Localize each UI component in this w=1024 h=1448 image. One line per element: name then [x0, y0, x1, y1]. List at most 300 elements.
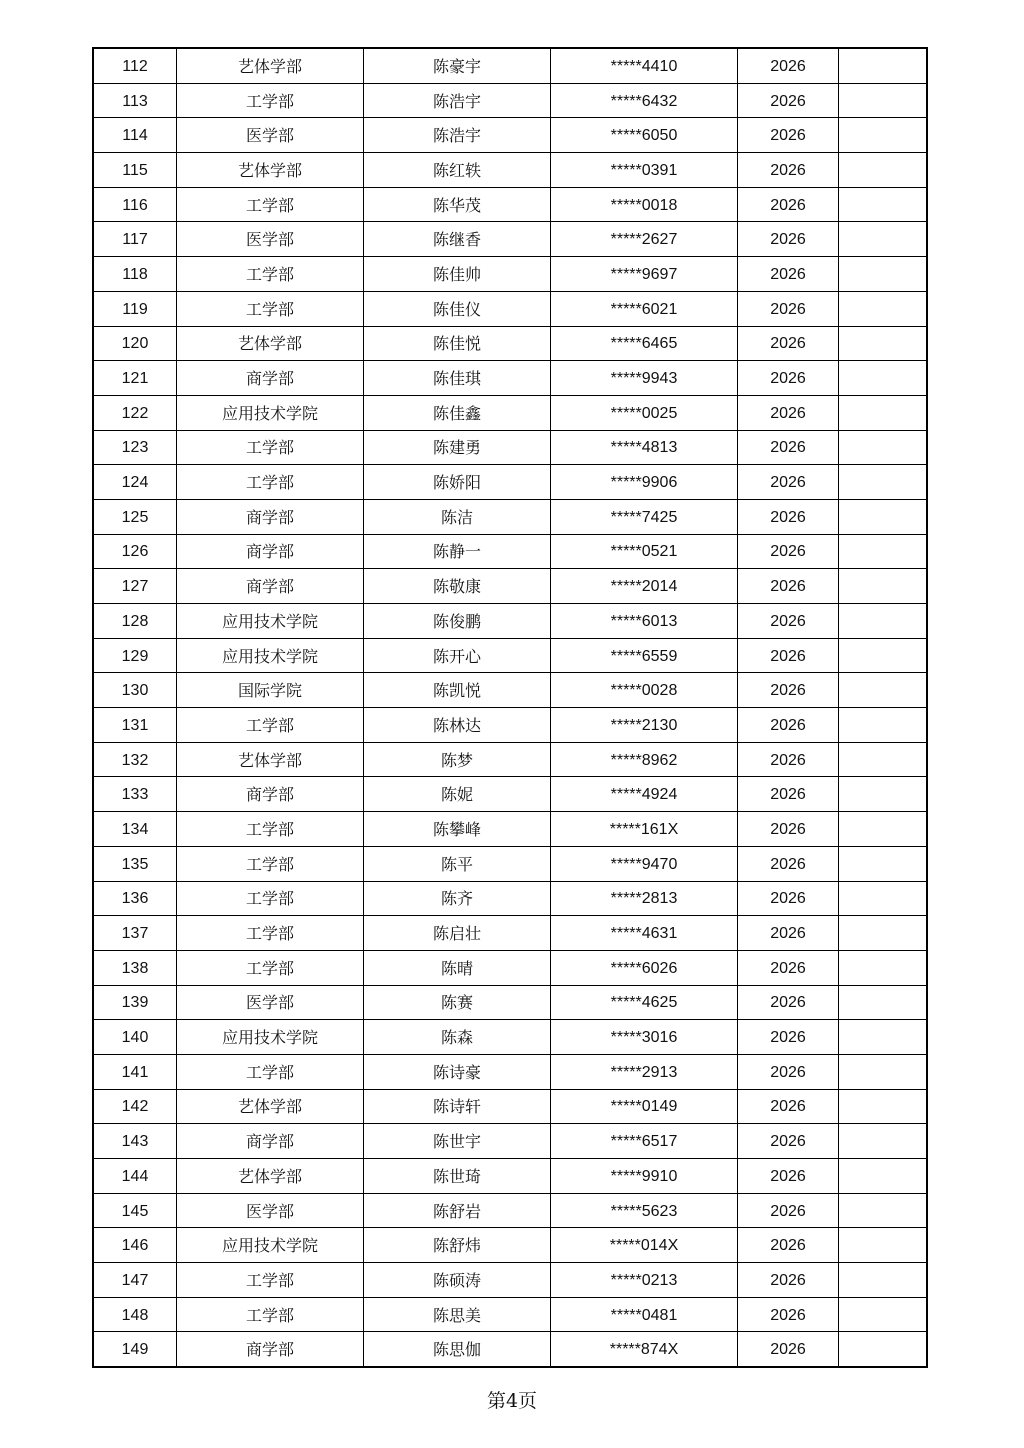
table-row: [93, 638, 927, 673]
row-number: 134: [121, 820, 149, 838]
remark-cell: [839, 1159, 928, 1194]
student-name: 陈红轶: [432, 160, 481, 180]
student-name-cell: [364, 534, 551, 569]
department-cell: [177, 187, 364, 222]
student-name-cell: [364, 1297, 551, 1332]
masked-id-cell: [551, 1124, 738, 1159]
department: 应用技术学院: [221, 403, 318, 423]
department-cell: [177, 985, 364, 1020]
remark-cell: [839, 430, 928, 465]
remark-cell: [839, 326, 928, 361]
student-name: 陈静一: [432, 542, 481, 562]
masked-id-cell: [551, 985, 738, 1020]
year-cell: [738, 153, 839, 188]
masked-id-cell: [551, 499, 738, 534]
row-number-cell: [93, 1228, 177, 1263]
year-cell: [738, 1089, 839, 1124]
department-cell: [177, 534, 364, 569]
row-number: 138: [121, 959, 149, 977]
row-number-cell: [93, 1297, 177, 1332]
row-number: 122: [121, 404, 149, 422]
department-cell: [177, 812, 364, 847]
year-cell: [738, 1159, 839, 1194]
masked-id: *****5623: [610, 1202, 678, 1220]
masked-id: *****0213: [610, 1271, 678, 1289]
year-cell: [738, 48, 839, 83]
masked-id: *****4631: [610, 925, 678, 943]
student-name: 陈洁: [440, 507, 473, 527]
department: 商学部: [245, 507, 294, 527]
remark-cell: [839, 465, 928, 500]
table-row: [93, 48, 927, 83]
department: 工学部: [245, 91, 294, 111]
row-number-cell: [93, 846, 177, 881]
student-name: 陈凯悦: [432, 681, 481, 701]
department-cell: [177, 465, 364, 500]
row-number: 142: [121, 1098, 149, 1116]
row-number-cell: [93, 1054, 177, 1089]
masked-id: *****0521: [610, 543, 678, 561]
year-cell: [738, 222, 839, 257]
student-name: 陈森: [440, 1028, 473, 1048]
remark-cell: [839, 1297, 928, 1332]
year: 2026: [770, 508, 806, 526]
year: 2026: [770, 682, 806, 700]
student-name-cell: [364, 118, 551, 153]
masked-id: *****0481: [610, 1306, 678, 1324]
department: 工学部: [245, 715, 294, 735]
department-cell: [177, 638, 364, 673]
department-cell: [177, 118, 364, 153]
student-name-cell: [364, 1332, 551, 1367]
department: 工学部: [245, 889, 294, 909]
masked-id-cell: [551, 257, 738, 292]
year-cell: [738, 534, 839, 569]
masked-id-cell: [551, 742, 738, 777]
table-row: [93, 1263, 927, 1298]
year-cell: [738, 950, 839, 985]
masked-id-cell: [551, 222, 738, 257]
row-number: 140: [121, 1029, 149, 1047]
year: 2026: [770, 959, 806, 977]
row-number: 116: [122, 196, 148, 214]
masked-id-cell: [551, 326, 738, 361]
department-cell: [177, 48, 364, 83]
department: 工学部: [245, 819, 294, 839]
table-row: [93, 1054, 927, 1089]
department: 商学部: [245, 1132, 294, 1152]
department-cell: [177, 569, 364, 604]
masked-id: *****0028: [610, 682, 678, 700]
table-row: [93, 187, 927, 222]
row-number: 114: [122, 127, 148, 145]
remark-cell: [839, 1193, 928, 1228]
student-name: 陈攀峰: [432, 819, 481, 839]
row-number-cell: [93, 326, 177, 361]
student-name: 陈妮: [440, 785, 473, 805]
row-number-cell: [93, 812, 177, 847]
masked-id-cell: [551, 638, 738, 673]
department: 工学部: [245, 473, 294, 493]
masked-id: *****2014: [610, 578, 678, 596]
department: 工学部: [245, 438, 294, 458]
masked-id: *****4410: [610, 57, 678, 75]
table-row: [93, 361, 927, 396]
student-name: 陈浩宇: [432, 91, 481, 111]
row-number: 125: [121, 508, 149, 526]
year: 2026: [770, 751, 806, 769]
student-name: 陈佳悦: [432, 334, 481, 354]
student-name: 陈思美: [432, 1305, 481, 1325]
row-number-cell: [93, 361, 177, 396]
year-cell: [738, 257, 839, 292]
row-number: 131: [121, 716, 149, 734]
row-number-cell: [93, 1089, 177, 1124]
department-cell: [177, 950, 364, 985]
student-name-cell: [364, 881, 551, 916]
masked-id: *****6432: [610, 92, 678, 110]
student-name-cell: [364, 153, 551, 188]
row-number-cell: [93, 569, 177, 604]
year-cell: [738, 187, 839, 222]
student-name: 陈俊鹏: [432, 611, 481, 631]
student-name-cell: [364, 83, 551, 118]
student-name-cell: [364, 48, 551, 83]
row-number-cell: [93, 153, 177, 188]
masked-id: *****6465: [610, 335, 678, 353]
year: 2026: [770, 578, 806, 596]
remark-cell: [839, 48, 928, 83]
year: 2026: [770, 786, 806, 804]
student-name: 陈赛: [440, 993, 473, 1013]
year: 2026: [770, 1098, 806, 1116]
row-number: 124: [121, 474, 149, 492]
masked-id: *****9697: [610, 265, 678, 283]
table-row: [93, 1332, 927, 1367]
row-number: 144: [121, 1167, 149, 1185]
masked-id: *****161X: [609, 820, 679, 838]
student-name-cell: [364, 499, 551, 534]
year: 2026: [770, 370, 806, 388]
student-name-cell: [364, 1054, 551, 1089]
department-cell: [177, 499, 364, 534]
table-row: [93, 881, 927, 916]
remark-cell: [839, 604, 928, 639]
row-number: 112: [122, 57, 148, 75]
remark-cell: [839, 257, 928, 292]
year: 2026: [770, 612, 806, 630]
year: 2026: [770, 1271, 806, 1289]
row-number: 132: [121, 751, 149, 769]
masked-id-cell: [551, 48, 738, 83]
student-name-cell: [364, 569, 551, 604]
department: 应用技术学院: [221, 1028, 318, 1048]
department-cell: [177, 1263, 364, 1298]
year-cell: [738, 118, 839, 153]
department: 医学部: [245, 126, 294, 146]
department-cell: [177, 708, 364, 743]
masked-id-cell: [551, 1159, 738, 1194]
table-row: [93, 118, 927, 153]
row-number-cell: [93, 708, 177, 743]
department-cell: [177, 777, 364, 812]
year: 2026: [770, 439, 806, 457]
table-row: [93, 1159, 927, 1194]
table-row: [93, 1297, 927, 1332]
year-cell: [738, 1193, 839, 1228]
masked-id-cell: [551, 881, 738, 916]
student-name: 陈齐: [440, 889, 473, 909]
student-name: 陈世琦: [432, 1166, 481, 1186]
remark-cell: [839, 950, 928, 985]
student-name: 陈继香: [432, 230, 481, 250]
masked-id-cell: [551, 291, 738, 326]
year: 2026: [770, 265, 806, 283]
table-row: [93, 1124, 927, 1159]
row-number: 123: [121, 439, 149, 457]
table-row: [93, 1089, 927, 1124]
masked-id: *****2130: [610, 716, 678, 734]
row-number-cell: [93, 291, 177, 326]
department: 工学部: [245, 1062, 294, 1082]
roster-table-body: [93, 48, 927, 1367]
year: 2026: [770, 1306, 806, 1324]
remark-cell: [839, 361, 928, 396]
department-cell: [177, 916, 364, 951]
student-name-cell: [364, 1228, 551, 1263]
masked-id: *****7425: [610, 508, 678, 526]
year-cell: [738, 812, 839, 847]
year-cell: [738, 465, 839, 500]
student-name: 陈平: [440, 854, 473, 874]
student-name-cell: [364, 708, 551, 743]
year-cell: [738, 777, 839, 812]
year: 2026: [770, 1341, 806, 1359]
year: 2026: [770, 994, 806, 1012]
masked-id-cell: [551, 361, 738, 396]
year: 2026: [770, 647, 806, 665]
table-row: [93, 430, 927, 465]
year-cell: [738, 881, 839, 916]
masked-id: *****0025: [610, 404, 678, 422]
remark-cell: [839, 777, 928, 812]
year-cell: [738, 604, 839, 639]
table-row: [93, 569, 927, 604]
row-number-cell: [93, 1020, 177, 1055]
row-number-cell: [93, 1193, 177, 1228]
table-row: [93, 846, 927, 881]
table-row: [93, 83, 927, 118]
table-row: [93, 812, 927, 847]
masked-id-cell: [551, 1228, 738, 1263]
masked-id-cell: [551, 812, 738, 847]
student-name-cell: [364, 916, 551, 951]
row-number-cell: [93, 1124, 177, 1159]
department-cell: [177, 222, 364, 257]
row-number: 149: [121, 1341, 149, 1359]
student-name: 陈佳仪: [432, 299, 481, 319]
remark-cell: [839, 395, 928, 430]
remark-cell: [839, 742, 928, 777]
student-name: 陈敬康: [432, 577, 481, 597]
masked-id-cell: [551, 1054, 738, 1089]
year-cell: [738, 846, 839, 881]
department: 艺体学部: [237, 1166, 302, 1186]
row-number-cell: [93, 1332, 177, 1367]
remark-cell: [839, 499, 928, 534]
row-number-cell: [93, 881, 177, 916]
masked-id: *****9906: [610, 474, 678, 492]
masked-id-cell: [551, 83, 738, 118]
masked-id-cell: [551, 118, 738, 153]
year-cell: [738, 1054, 839, 1089]
masked-id-cell: [551, 1263, 738, 1298]
remark-cell: [839, 1228, 928, 1263]
row-number: 147: [121, 1271, 149, 1289]
row-number-cell: [93, 222, 177, 257]
year: 2026: [770, 57, 806, 75]
department-cell: [177, 1332, 364, 1367]
table-row: [93, 777, 927, 812]
department: 艺体学部: [237, 1097, 302, 1117]
row-number: 135: [121, 855, 149, 873]
student-name-cell: [364, 1089, 551, 1124]
student-name-cell: [364, 638, 551, 673]
table-row: [93, 950, 927, 985]
row-number-cell: [93, 1263, 177, 1298]
year-cell: [738, 1020, 839, 1055]
row-number-cell: [93, 916, 177, 951]
row-number-cell: [93, 118, 177, 153]
student-name-cell: [364, 361, 551, 396]
student-name-cell: [364, 326, 551, 361]
department: 国际学院: [237, 681, 302, 701]
year-cell: [738, 83, 839, 118]
department: 商学部: [245, 785, 294, 805]
year: 2026: [770, 231, 806, 249]
remark-cell: [839, 638, 928, 673]
remark-cell: [839, 187, 928, 222]
year: 2026: [770, 335, 806, 353]
year-cell: [738, 1332, 839, 1367]
student-name: 陈佳鑫: [432, 403, 481, 423]
year-cell: [738, 499, 839, 534]
roster-sheet: [92, 47, 928, 1368]
remark-cell: [839, 534, 928, 569]
student-name-cell: [364, 1263, 551, 1298]
table-row: [93, 534, 927, 569]
remark-cell: [839, 83, 928, 118]
year: 2026: [770, 92, 806, 110]
masked-id-cell: [551, 1020, 738, 1055]
year-cell: [738, 985, 839, 1020]
student-name: 陈诗豪: [432, 1062, 481, 1082]
department-cell: [177, 153, 364, 188]
student-name: 陈华茂: [432, 195, 481, 215]
table-row: [93, 326, 927, 361]
student-name: 陈世宇: [432, 1132, 481, 1152]
remark-cell: [839, 569, 928, 604]
year-cell: [738, 326, 839, 361]
department-cell: [177, 881, 364, 916]
student-name: 陈开心: [432, 646, 481, 666]
department-cell: [177, 673, 364, 708]
year: 2026: [770, 1063, 806, 1081]
row-number-cell: [93, 187, 177, 222]
student-name: 陈梦: [440, 750, 473, 770]
masked-id: *****9470: [610, 855, 678, 873]
masked-id: *****874X: [609, 1341, 679, 1359]
remark-cell: [839, 1020, 928, 1055]
year: 2026: [770, 1202, 806, 1220]
department: 艺体学部: [237, 750, 302, 770]
row-number-cell: [93, 777, 177, 812]
student-name: 陈晴: [440, 958, 473, 978]
row-number: 120: [121, 335, 149, 353]
row-number: 139: [121, 994, 149, 1012]
masked-id-cell: [551, 604, 738, 639]
year-cell: [738, 1228, 839, 1263]
department: 艺体学部: [237, 334, 302, 354]
masked-id-cell: [551, 153, 738, 188]
remark-cell: [839, 153, 928, 188]
department: 工学部: [245, 1270, 294, 1290]
student-name: 陈思伽: [432, 1340, 481, 1360]
masked-id-cell: [551, 534, 738, 569]
department-cell: [177, 83, 364, 118]
year: 2026: [770, 1029, 806, 1047]
row-number: 113: [122, 92, 148, 110]
student-name: 陈硕涛: [432, 1270, 481, 1290]
student-name-cell: [364, 222, 551, 257]
masked-id: *****2913: [610, 1063, 678, 1081]
masked-id: *****6050: [610, 127, 678, 145]
masked-id: *****8962: [610, 751, 678, 769]
student-name-cell: [364, 395, 551, 430]
student-name-cell: [364, 1193, 551, 1228]
department: 艺体学部: [237, 56, 302, 76]
year-cell: [738, 638, 839, 673]
table-row: [93, 465, 927, 500]
table-row: [93, 222, 927, 257]
row-number: 145: [121, 1202, 149, 1220]
table-row: [93, 604, 927, 639]
masked-id: *****4813: [610, 439, 678, 457]
table-row: [93, 1193, 927, 1228]
row-number-cell: [93, 604, 177, 639]
department-cell: [177, 1054, 364, 1089]
masked-id: *****0149: [610, 1098, 678, 1116]
row-number: 127: [121, 578, 149, 596]
remark-cell: [839, 1054, 928, 1089]
student-name-cell: [364, 604, 551, 639]
student-name: 陈林达: [432, 715, 481, 735]
masked-id-cell: [551, 777, 738, 812]
remark-cell: [839, 1263, 928, 1298]
year-cell: [738, 1297, 839, 1332]
department: 应用技术学院: [221, 646, 318, 666]
department: 艺体学部: [237, 160, 302, 180]
row-number: 121: [121, 370, 149, 388]
masked-id: *****2627: [610, 231, 678, 249]
row-number-cell: [93, 395, 177, 430]
student-name: 陈舒炜: [432, 1236, 481, 1256]
remark-cell: [839, 812, 928, 847]
remark-cell: [839, 916, 928, 951]
department: 工学部: [245, 264, 294, 284]
year: 2026: [770, 1237, 806, 1255]
remark-cell: [839, 673, 928, 708]
